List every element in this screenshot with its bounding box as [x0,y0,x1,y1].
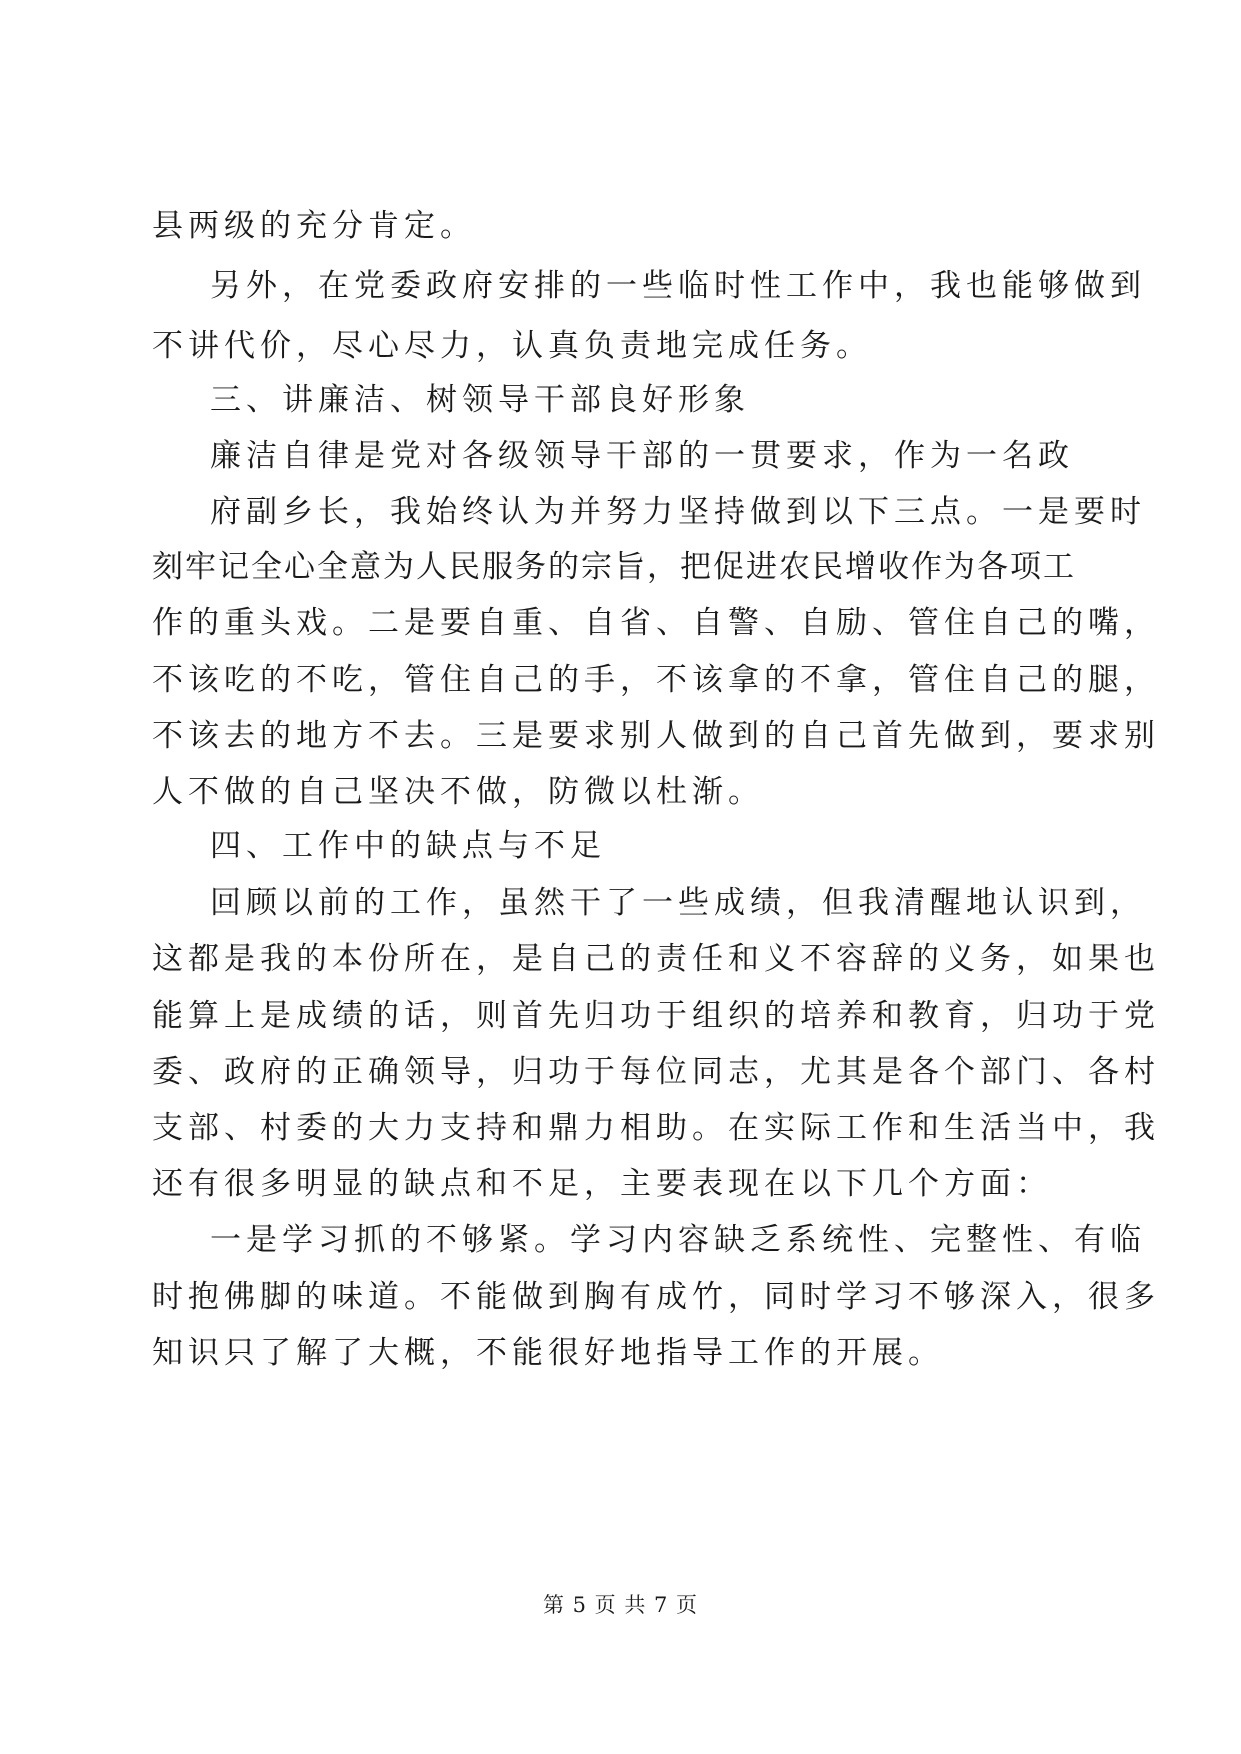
text-line: 另外，在党委政府安排的一些临时性工作中，我也能够做到 [210,268,1146,304]
text-line: 不该吃的不吃，管住自己的手，不该拿的不拿，管住自己的腿， [152,662,1160,698]
text-line: 人不做的自己坚决不做，防微以杜渐。 [152,774,764,810]
text-line: 时抱佛脚的味道。不能做到胸有成竹，同时学习不够深入，很多 [152,1279,1160,1315]
text-line: 县两级的充分肯定。 [152,208,476,244]
text-line: 还有很多明显的缺点和不足，主要表现在以下几个方面： [152,1166,1052,1202]
section-heading: 四、工作中的缺点与不足 [210,828,606,864]
text-line: 不讲代价，尽心尽力，认真负责地完成任务。 [152,328,872,364]
text-line: 支部、村委的大力支持和鼎力相助。在实际工作和生活当中，我 [152,1110,1160,1146]
text-line: 委、政府的正确领导，归功于每位同志，尤其是各个部门、各村 [152,1054,1160,1090]
text-line: 不该去的地方不去。三是要求别人做到的自己首先做到，要求别 [152,718,1160,754]
text-line: 作的重头戏。二是要自重、自省、自警、自励、管住自己的嘴， [152,605,1160,641]
text-line: 能算上是成绩的话，则首先归功于组织的培养和教育，归功于党 [152,998,1160,1034]
section-heading: 三、讲廉洁、树领导干部良好形象 [210,382,750,418]
page-footer: 第 5 页 共 7 页 [542,1593,699,1617]
text-line: 刻牢记全心全意为人民服务的宗旨，把促进农民增收作为各项工 [152,549,1076,585]
text-line: 知识只了解了大概，不能很好地指导工作的开展。 [152,1335,944,1371]
text-line: 廉洁自律是党对各级领导干部的一贯要求，作为一名政 [210,438,1074,474]
text-line: 回顾以前的工作，虽然干了一些成绩，但我清醒地认识到， [210,885,1146,921]
text-line: 府副乡长，我始终认为并努力坚持做到以下三点。一是要时 [210,494,1146,530]
text-line: 这都是我的本份所在，是自己的责任和义不容辞的义务，如果也 [152,941,1160,977]
text-line: 一是学习抓的不够紧。学习内容缺乏系统性、完整性、有临 [210,1222,1146,1258]
